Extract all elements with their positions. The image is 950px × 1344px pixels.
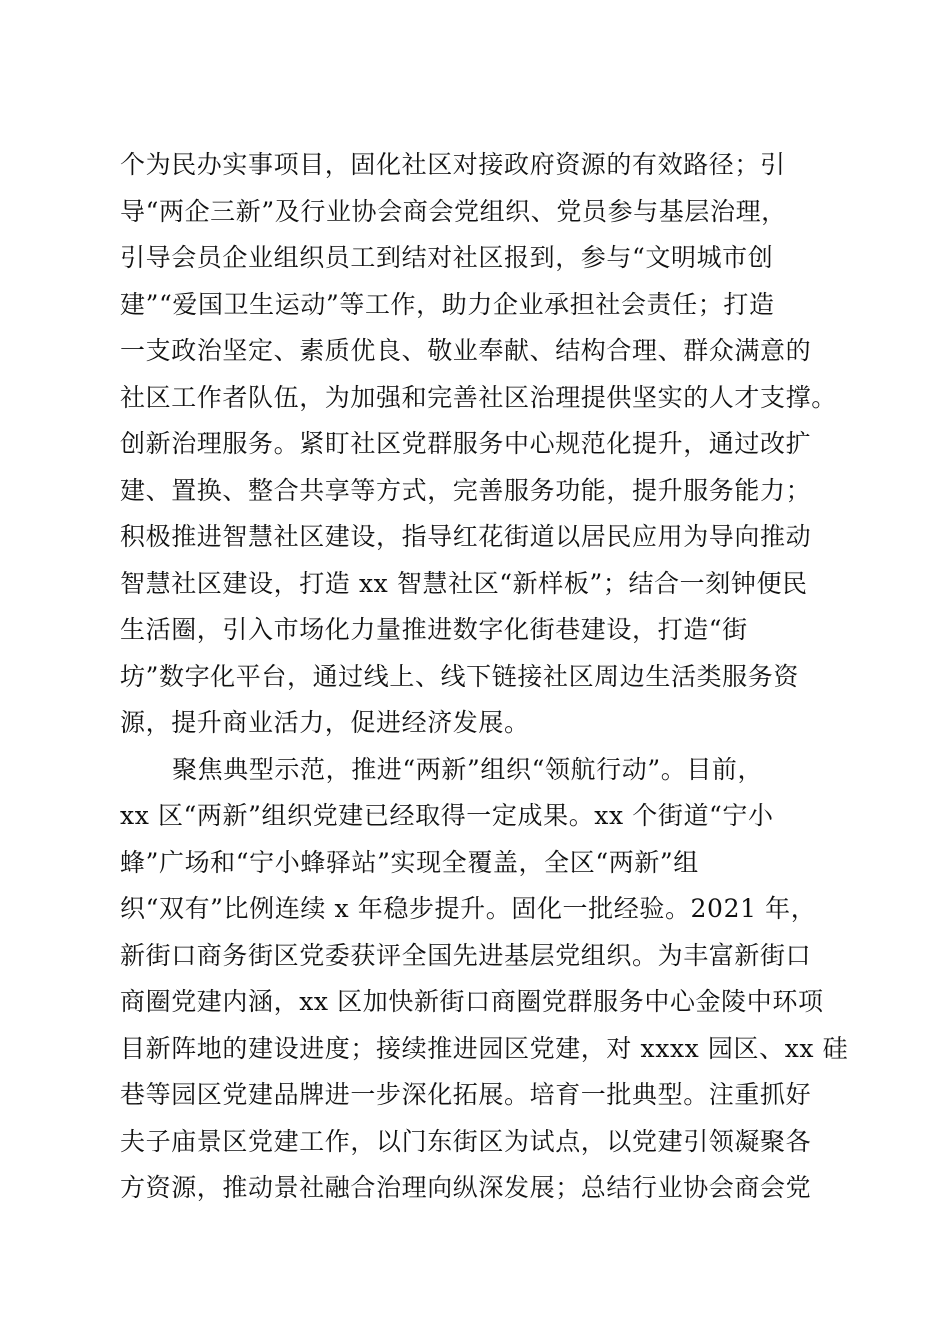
body-text <box>120 142 849 1212</box>
text-line: 积极推进智慧社区建设，指导红花街道以居民应用为导向推动 <box>120 522 812 551</box>
text-line: 目新阵地的建设进度；接续推进园区党建，对 xxxx 园区、xx 硅 <box>120 1033 849 1063</box>
text-line: 织“双有”比例连续 x 年稳步提升。固化一批经验。2021 年， <box>120 894 817 923</box>
text-line: 智慧社区建设，打造 xx 智慧社区“新样板”；结合一刻钟便民 <box>120 568 808 598</box>
text-line: 导“两企三新”及行业协会商会党组织、党员参与基层治理， <box>120 196 787 226</box>
text-line: 一支政治坚定、素质优良、敬业奉献、结构合理、群众满意的 <box>120 336 812 365</box>
text-line: 建、置换、整合共享等方式，完善服务功能，提升服务能力； <box>120 475 812 505</box>
text-line: 个为民办实事项目，固化社区对接政府资源的有效路径；引 <box>120 150 786 179</box>
text-line: 源，提升商业活力，促进经济发展。 <box>120 708 530 737</box>
text-line: 建”“爱国卫生运动”等工作，助力企业承担社会责任；打造 <box>120 289 775 319</box>
text-line: 蜂”广场和“宁小蜂驿站”实现全覆盖，全区“两新”组 <box>120 847 699 877</box>
text-line: 新街口商务街区党委获评全国先进基层党组织。为丰富新街口 <box>120 940 812 970</box>
text-line: xx 区“两新”组织党建已经取得一定成果。xx 个街道“宁小 <box>120 801 774 830</box>
text-line: 引导会员企业组织员工到结对社区报到，参与“文明城市创 <box>120 243 774 272</box>
text-line: 坊”数字化平台，通过线上、线下链接社区周边生活类服务资 <box>120 661 799 691</box>
text-line: 创新治理服务。紧盯社区党群服务中心规范化提升，通过改扩 <box>120 429 812 458</box>
text-line: 巷等园区党建品牌进一步深化拓展。培育一批典型。注重抓好 <box>120 1080 812 1109</box>
text-line: 社区工作者队伍，为加强和完善社区治理提供坚实的人才支撑。 <box>120 382 837 412</box>
text-line: 夫子庙景区党建工作，以门东街区为试点，以党建引领凝聚各 <box>120 1126 812 1156</box>
text-line: 商圈党建内涵，xx 区加快新街口商圈党群服务中心金陵中环项 <box>120 987 824 1016</box>
text-line: 生活圈，引入市场化力量推进数字化街巷建设，打造“街 <box>120 615 748 644</box>
text-line: 聚焦典型示范，推进“两新”组织“领航行动”。目前， <box>172 754 764 784</box>
text-line: 方资源，推动景社融合治理向纵深发展；总结行业协会商会党 <box>120 1173 812 1202</box>
